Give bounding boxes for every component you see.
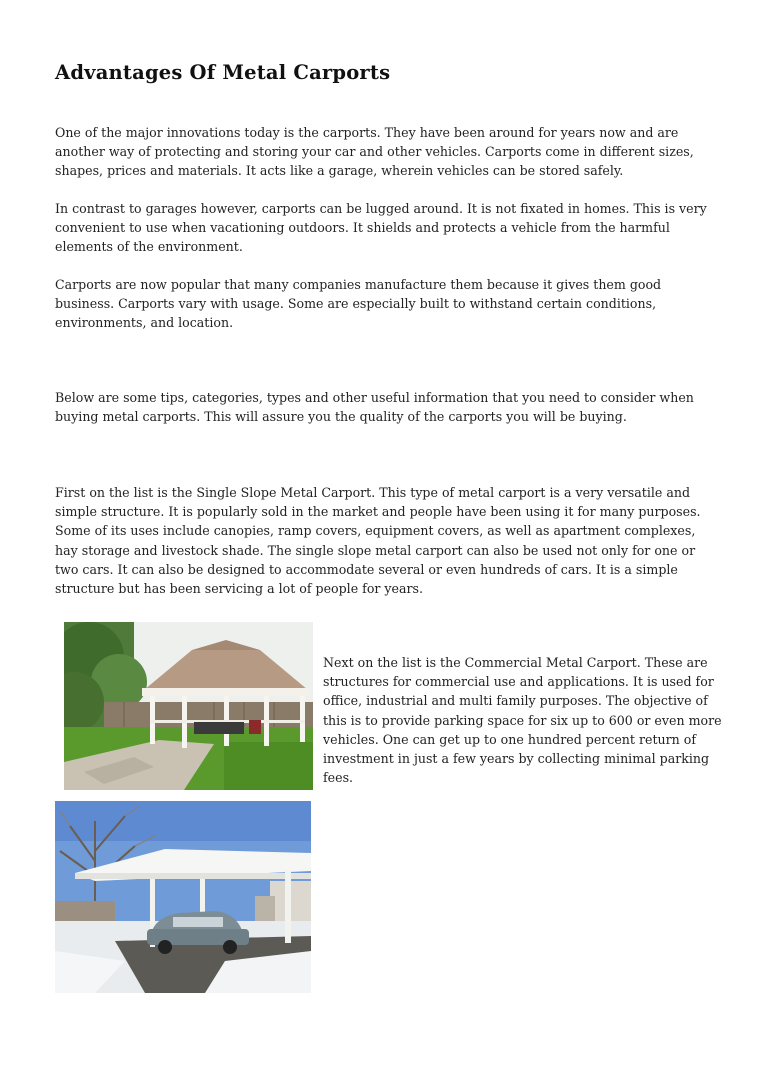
paragraph-intro: One of the major innovations today is the carports. They have been around for years now and are another way of protecting and storing your car and other vehicles. Carports come in different sizes, shapes, prices and materials. It acts like a garage, wherein vehicles can be stored safely. bbox=[55, 125, 694, 179]
paragraph-commercial: Next on the list is the Commercial Metal Carport. These are structures for commercial use and applications. It is used for office, industrial and multi family purposes. The objective of this is to provide parking space for six up to 600 or even more vehicles. One can get up to one hundred percent return of investment in just a few years by collecting minimal parking fees. bbox=[323, 655, 722, 786]
gazebo-carport-photo bbox=[64, 622, 313, 790]
paragraph-popularity: Carports are now popular that many companies manufacture them because it gives them good business. Carports vary with usage. Some are especially built to withstand certain conditions, environments, and location. bbox=[55, 277, 662, 331]
paragraph-portability: In contrast to garages however, carports can be lugged around. It is not fixated in homes. This is very convenient to use when vacationing outdoors. It shields and protects a vehicle from the harmful elements of the environment. bbox=[55, 201, 707, 255]
white-metal-carport-photo bbox=[55, 801, 311, 993]
document-title: Advantages Of Metal Carports bbox=[55, 61, 391, 84]
paragraph-single-slope: First on the list is the Single Slope Metal Carport. This type of metal carport is a very versatile and simple structure. It is popularly sold in the market and people have been using it for many purposes. Some of its uses include canopies, ramp covers, equipment covers, as well as apartment complexes, hay storage and livestock shade. The single slope metal carport can also be used not only for one or two cars. It can also be designed to accommodate several or even hundreds of cars. It is a simple structure but has been servicing a lot of people for years. bbox=[55, 485, 701, 597]
paragraph-tips: Below are some tips, categories, types and other useful information that you need to consider when buying metal carports. This will assure you the quality of the carports you will be buying. bbox=[55, 390, 694, 425]
